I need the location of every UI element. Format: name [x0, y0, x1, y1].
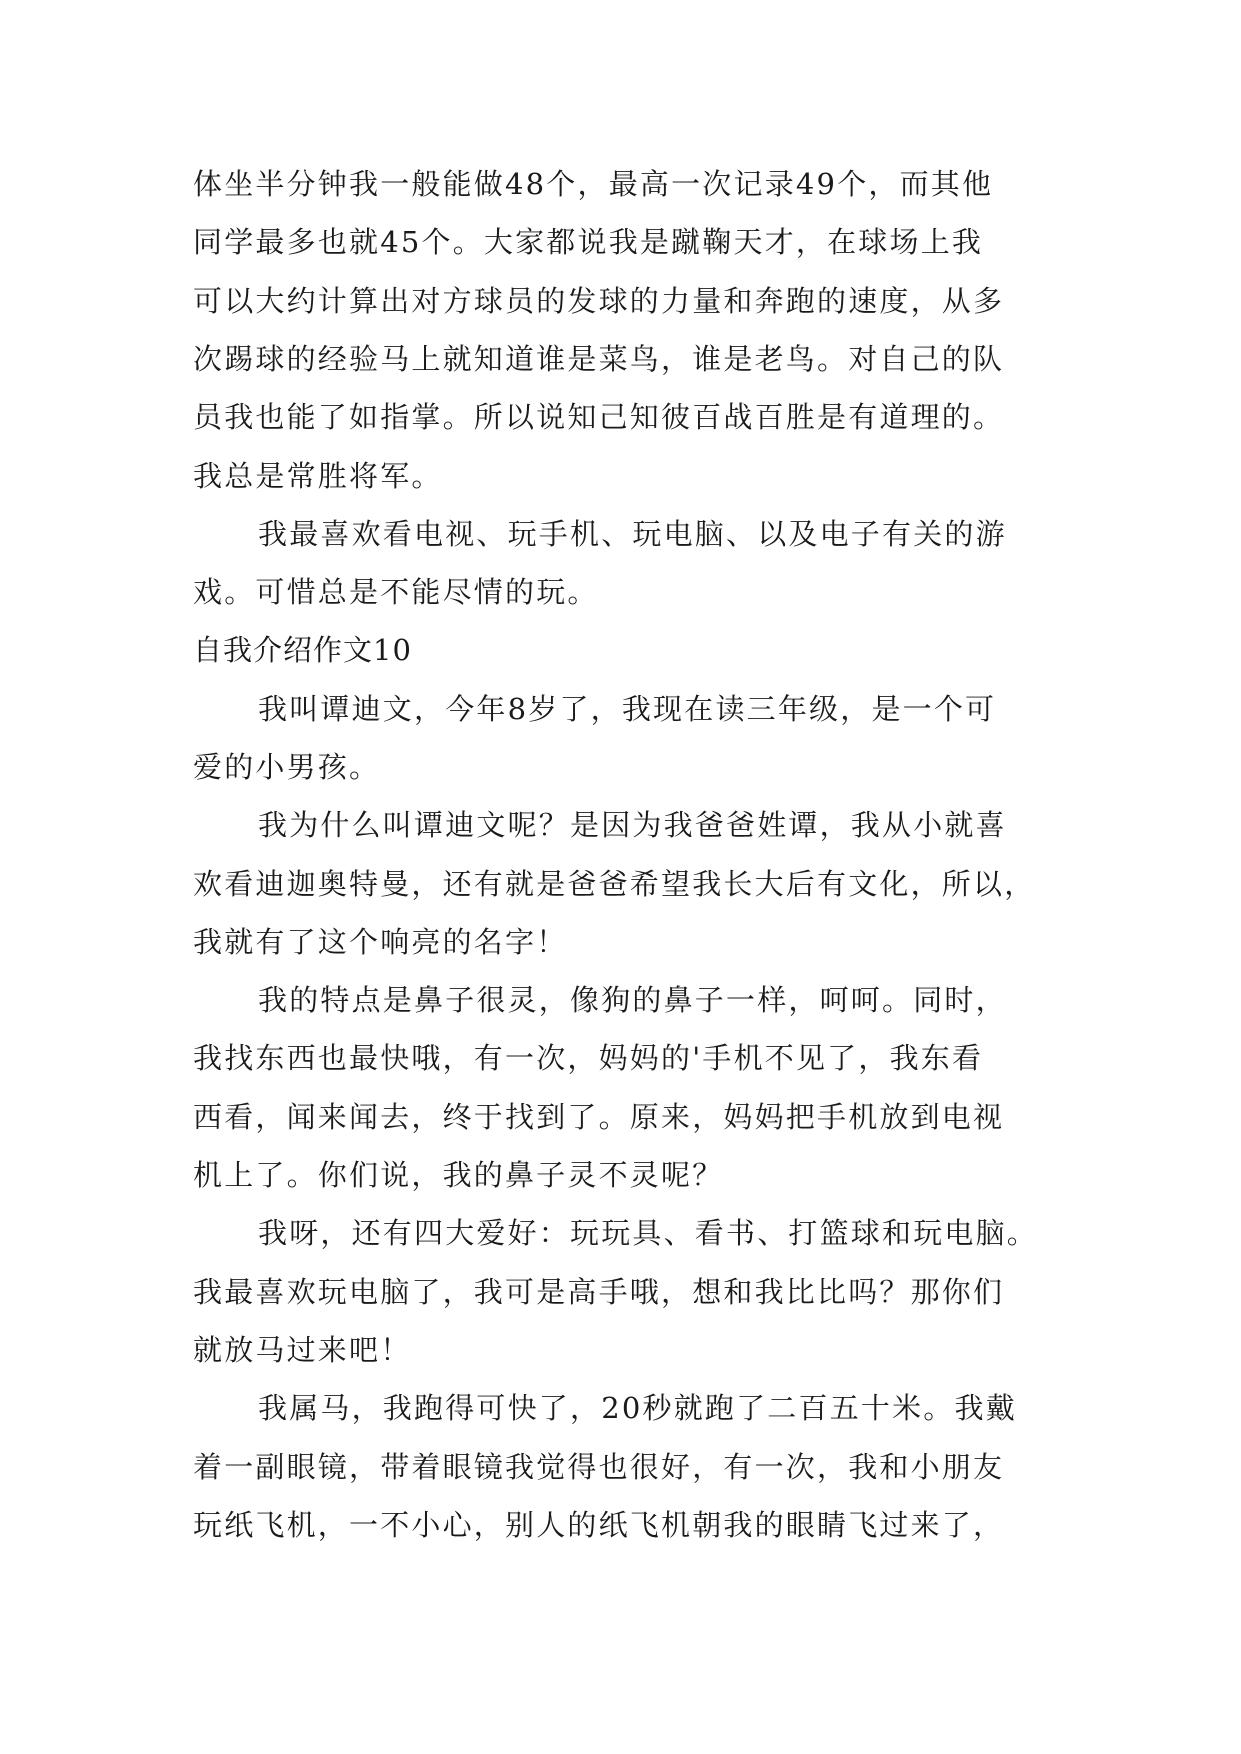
text-line: 爱的小男孩。	[193, 750, 381, 784]
text-line: 欢看迪迦奥特曼，还有就是爸爸希望我长大后有文化，所以，	[193, 867, 1036, 901]
text-line: 我就有了这个响亮的名字！	[193, 925, 568, 959]
text-line: 同学最多也就45个。大家都说我是蹴鞠天才，在球场上我	[193, 225, 984, 259]
text-line: 我最喜欢看电视、玩手机、玩电脑、以及电子有关的游	[258, 517, 1007, 551]
text-line: 着一副眼镜，带着眼镜我觉得也很好，有一次，我和小朋友	[193, 1450, 1005, 1484]
text-line: 玩纸飞机，一不小心，别人的纸飞机朝我的眼睛飞过来了，	[193, 1508, 1005, 1542]
text-line: 我属马，我跑得可快了，20秒就跑了二百五十米。我戴	[258, 1391, 1017, 1425]
text-line: 机上了。你们说，我的鼻子灵不灵呢？	[193, 1158, 724, 1192]
text-line: 我总是常胜将军。	[193, 459, 443, 493]
text-line: 我找东西也最快哦，有一次，妈妈的'手机不见了，我东看	[193, 1041, 984, 1075]
text-line: 西看，闻来闻去，终于找到了。原来，妈妈把手机放到电视	[193, 1100, 1005, 1134]
text-line: 就放马过来吧！	[193, 1333, 412, 1367]
text-line: 我最喜欢玩电脑了，我可是高手哦，想和我比比吗？那你们	[193, 1275, 1005, 1309]
text-line: 次踢球的经验马上就知道谁是菜鸟，谁是老鸟。对自己的队	[193, 342, 1005, 376]
text-line: 我的特点是鼻子很灵，像狗的鼻子一样，呵呵。同时，	[258, 983, 1007, 1017]
section-heading: 自我介绍作文10	[193, 633, 412, 667]
text-line: 我为什么叫谭迪文呢？是因为我爸爸姓谭，我从小就喜	[258, 808, 1007, 842]
text-line: 我叫谭迪文，今年8岁了，我现在读三年级，是一个可	[258, 692, 997, 726]
text-line: 戏。可惜总是不能尽情的玩。	[193, 575, 599, 609]
text-line: 我呀，还有四大爱好：玩玩具、看书、打篮球和玩电脑。	[258, 1216, 1039, 1250]
text-line: 员我也能了如指掌。所以说知己知彼百战百胜是有道理的。	[193, 400, 1005, 434]
text-line: 可以大约计算出对方球员的发球的力量和奔跑的速度，从多	[193, 284, 1005, 318]
text-line: 体坐半分钟我一般能做48个，最高一次记录49个，而其他	[193, 167, 994, 201]
